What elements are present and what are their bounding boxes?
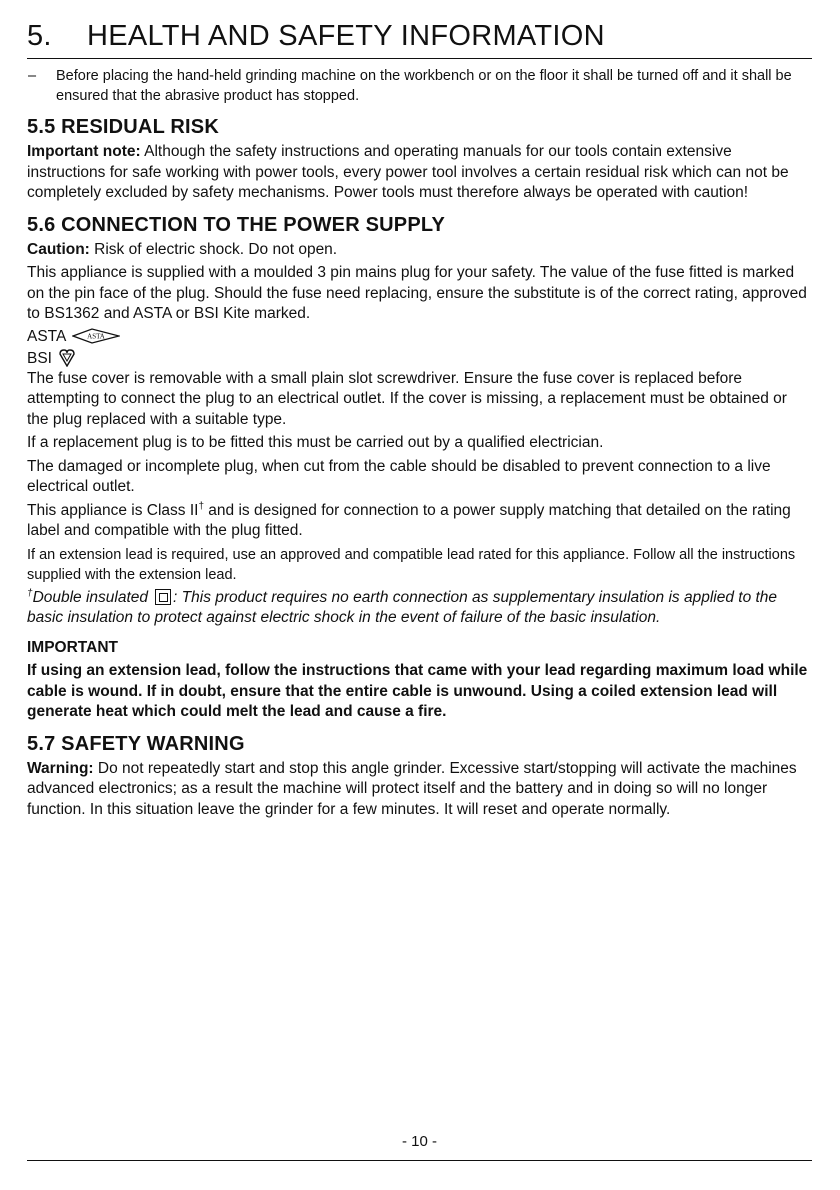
fuse-cover-paragraph: The fuse cover is removable with a small plain slot screwdriver. Ensure the fuse cover is replaced before attempting to connect the plug to an electrical outlet. If the cover is missing, a replacement must be obtained or the plug replaced with a suitable type. [27, 369, 787, 428]
page-number: - 10 - [401, 1133, 437, 1150]
intro-bullet [27, 66, 812, 106]
safety-warning-paragraph [27, 759, 812, 821]
section-title: HEALTH AND SAFETY INFORMATION [87, 20, 605, 52]
bsi-kitemark-icon [58, 349, 76, 367]
replacement-plug-paragraph: If a replacement plug is to be fitted this must be carried out by a qualified electrician. [27, 434, 604, 451]
note-dagger: † [27, 587, 33, 599]
class-ii-paragraph [27, 501, 812, 542]
heading-safety-warning: 5.7 SAFETY WARNING [27, 732, 245, 755]
caution-paragraph [27, 240, 812, 261]
bullet-dash: – [28, 68, 37, 84]
extension-lead-paragraph: If an extension lead is required, use an approved and compatible lead rated for this appliance. Follow all the instructions supplied with the extension lead. [27, 546, 796, 583]
class-ii-text-b: and is designed for connection to a power supply matching that detailed on the rating label and compatible with the plug fitted. [27, 501, 791, 539]
asta-mark-icon [72, 328, 120, 344]
double-insulated-note [27, 588, 812, 629]
note-text: : This product requires no earth connection as supplementary insulation is applied to the basic insulation to protect against electric shock in the event of failure of the basic insulation. [27, 588, 778, 626]
heading-residual-risk: 5.5 RESIDUAL RISK [27, 116, 219, 138]
bsi-row [27, 348, 812, 369]
residual-risk-paragraph [27, 142, 812, 204]
caution-text: Risk of electric shock. Do not open. [89, 240, 338, 258]
top-divider [27, 58, 812, 59]
class-ii-symbol-icon [155, 589, 171, 605]
class-ii-text-a: This appliance is Class II [27, 501, 199, 519]
intro-bullet-text: Before placing the hand-held grinding machine on the workbench or on the floor it shall be turned off and it shall be ensured that the abrasive product has stopped. [56, 68, 792, 104]
warning-text: Do not repeatedly start and stop this angle grinder. Excessive start/stopping will activate the machines advanced electronics; as a result the machine will protect itself and the battery and in doing so will no longer function. In this situation leave the grinder for a few minutes. It will reset and operate normally. [27, 759, 797, 818]
important-heading: IMPORTANT [27, 638, 118, 656]
residual-risk-lead: Important note: [27, 143, 141, 160]
plug-paragraph: This appliance is supplied with a moulded 3 pin mains plug for your safety. The value of the fuse fitted is marked on the pin face of the plug. Should the fuse need replacing, ensure the substitute is of the correct rating, approved to BS1362 and ASTA or BSI Kite marked. [27, 264, 807, 322]
bsi-label: BSI [27, 349, 52, 367]
important-text: If using an extension lead, follow the instructions that came with your lead regarding maximum load while cable is wound. If in doubt, ensure that the entire cable is unwound. Using a coiled extension lead will generate heat which could melt the lead and cause a fire. [27, 662, 808, 720]
damaged-plug-paragraph: The damaged or incomplete plug, when cut from the cable should be disabled to prevent connection to a live electrical outlet. [27, 457, 771, 495]
section-number: 5. [27, 20, 52, 52]
manual-page [27, 0, 812, 1190]
page-title [27, 18, 605, 54]
residual-risk-text: Although the safety instructions and operating manuals for our tools contain extensive instructions for safe working with power tools, every power tool involves a certain residual risk which can not be completely excluded by safety mechanisms. Power tools must therefore always be operated with caution! [27, 143, 789, 201]
asta-row [27, 326, 812, 347]
warning-lead: Warning: [27, 759, 94, 777]
heading-power-supply: 5.6 CONNECTION TO THE POWER SUPPLY [27, 213, 445, 236]
bottom-divider [27, 1160, 812, 1161]
note-lead: Double insulated [32, 588, 149, 606]
asta-label: ASTA [27, 327, 67, 345]
class-ii-dagger: † [198, 500, 204, 512]
svg-text:ASTA: ASTA [87, 332, 106, 341]
page-content [27, 65, 812, 820]
caution-lead: Caution: [27, 240, 90, 258]
